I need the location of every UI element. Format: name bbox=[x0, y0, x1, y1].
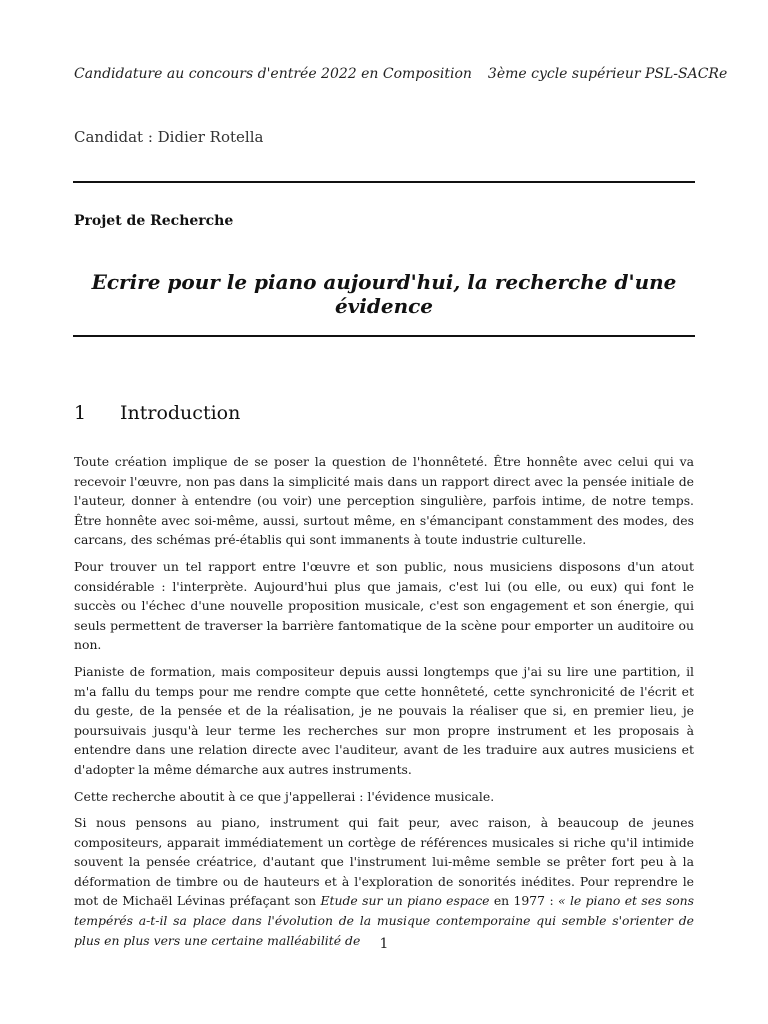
project-label: Projet de Recherche bbox=[74, 213, 234, 229]
paragraph-text: en 1977 : bbox=[489, 893, 558, 909]
section-number: 1 bbox=[74, 402, 87, 424]
header-left: Candidature au concours d'entrée 2022 en Composition bbox=[74, 66, 472, 82]
paragraph-text: Si nous pensons au piano, instrument qui fait peur, avec raison, à beaucoup de jeunes compositeurs, apparait immédiatement un cortège de références musicales si riche qu'il intimide souvent la pensée créatrice, d'autant que l'instrument lui-même semble se prêter fort peu à la déformation de timbre ou de hauteurs et à l'exploration de sonorités inédites. Pour reprendre le mot de Michaël Lévinas préfaçant son bbox=[74, 815, 694, 909]
paragraph: Pour trouver un tel rapport entre l'œuvre et son public, nous musiciens disposons d'un atout considérable : l'interprète. Aujourd'hui plus que jamais, c'est lui (ou elle, ou eux) qui font le succès ou l'échec d'une nouvelle proposition musicale, c'est son engagement et son énergie, qui seuls permettent de traverser la barrière fantomatique de la scène pour emporter un auditoire ou non. bbox=[74, 558, 694, 653]
quote: « le piano et ses sons tempérés a-t-il sa place dans l'évolution de la musique contemporaine qui semble s'orienter de plus en plus vers une certaine malléabilité de bbox=[74, 893, 694, 948]
top-divider bbox=[73, 181, 695, 183]
running-header bbox=[74, 66, 728, 82]
paragraph: Toute création implique de se poser la question de l'honnêteté. Être honnête avec celui qui va recevoir l'œuvre, non pas dans la simplicité mais dans un rapport direct avec la pensée initiale de l'auteur, donner à entendre (ou voir) une perception singulière, parfois intime, de notre temps. Être honnête avec soi-même, aussi, surtout même, en s'émancipant constamment des modes, des carcans, des schémas pré-établis qui sont immanents à toute industrie culturelle. bbox=[74, 454, 694, 548]
paragraph-with-quote bbox=[74, 813, 694, 950]
page-number: 1 bbox=[379, 936, 389, 952]
candidate-name: Candidat : Didier Rotella bbox=[74, 128, 264, 146]
document-title: Ecrire pour le piano aujourd'hui, la recherche d'une évidence bbox=[91, 270, 677, 318]
section-heading bbox=[74, 402, 240, 424]
bottom-divider bbox=[73, 335, 695, 337]
header-right: 3ème cycle supérieur PSL-SACRe bbox=[487, 66, 728, 82]
section-title: Introduction bbox=[120, 402, 241, 424]
work-title: Etude sur un piano espace bbox=[320, 893, 490, 909]
paragraph: Cette recherche aboutit à ce que j'appellerai : l'évidence musicale. bbox=[74, 788, 495, 804]
body-text bbox=[74, 452, 694, 957]
paragraph: Pianiste de formation, mais compositeur depuis aussi longtemps que j'ai su lire une partition, il m'a fallu du temps pour me rendre compte que cette honnêteté, cette synchronicité de l'écrit et du geste, de la pensée et de la réalisation, je ne pouvais la réaliser que si, en premier lieu, je poursuivais jusqu'à leur terme les recherches sur mon propre instrument et les proposais à entendre dans une relation directe avec l'auditeur, avant de les traduire aux autres musiciens et d'adopter la même démarche aux autres instruments. bbox=[74, 663, 694, 777]
